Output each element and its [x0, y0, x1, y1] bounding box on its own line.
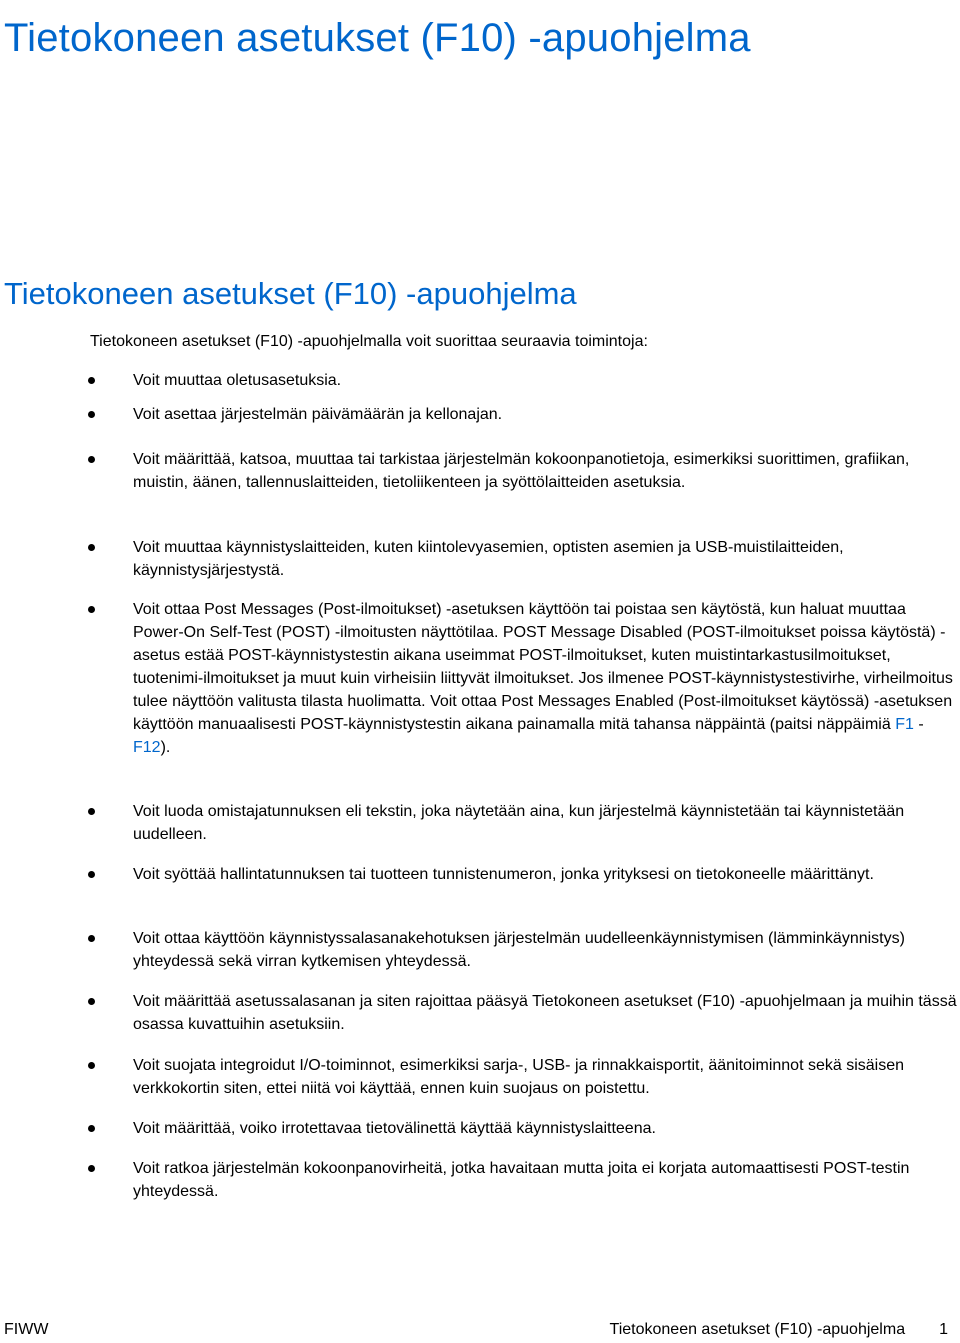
list-item [133, 927, 959, 973]
list-item-text: Voit muuttaa käynnistyslaitteiden, kuten kiintolevyasemien, optisten asemien ja USB-muistilaitteiden, käynnistysjärjestystä. [133, 539, 844, 579]
list-item-text: Voit asettaa järjestelmän päivämäärän ja kellonajan. [133, 406, 503, 423]
footer [610, 1320, 948, 1340]
intro-text: Tietokoneen asetukset (F10) -apuohjelmalla voit suorittaa seuraavia toimintoja: [90, 333, 648, 350]
list-item-text: Voit suojata integroidut I/O-toiminnot, esimerkiksi sarja-, USB- ja rinnakkaisportit, äänitoiminnot sekä sisäisen verkkokortin siten, ettei niitä voi käyttää, ennen kuin suojaus on poistettu. [133, 1057, 904, 1097]
bullet-icon [88, 871, 95, 878]
bullet-icon [88, 935, 95, 942]
bullet-icon [88, 1165, 95, 1172]
list-item [133, 1117, 959, 1140]
chapter-title: Tietokoneen asetukset (F10) -apuohjelma [4, 16, 751, 60]
list-item-text-end: ). [160, 739, 171, 756]
list-item-text: Voit määrittää asetussalasanan ja siten rajoittaa pääsyä Tietokoneen asetukset (F10) -apuohjelmaan ja muihin tässä osassa kuvattuihin asetuksiin. [133, 993, 957, 1033]
list-item [133, 536, 959, 582]
list-item [133, 990, 959, 1036]
list-item [133, 800, 959, 846]
footer-title: Tietokoneen asetukset (F10) -apuohjelma [609, 1321, 906, 1338]
list-item-text: Voit ottaa käyttöön käynnistyssalasanakehotuksen järjestelmän uudelleenkäynnistymisen (lämminkäynnistys) yhteydessä sekä virran kytkemisen yhteydessä. [133, 930, 905, 970]
key-f1-link[interactable]: F1 [895, 716, 914, 733]
list-item [133, 1157, 959, 1203]
bullet-icon [88, 411, 95, 418]
list-item-text: Voit määrittää, voiko irrotettavaa tietovälinettä käyttää käynnistyslaitteena. [133, 1120, 656, 1137]
bullet-icon [88, 377, 95, 384]
page-number: 1 [939, 1321, 948, 1338]
list-item-text: Voit luoda omistajatunnuksen eli tekstin, joka näytetään aina, kun järjestelmä käynnistetään tai käynnistetään uudelleen. [133, 803, 905, 843]
list-item [133, 448, 959, 494]
bullet-icon [88, 998, 95, 1005]
footer-locale: FIWW [4, 1321, 49, 1338]
list-item [133, 598, 959, 759]
bullet-icon [88, 1125, 95, 1132]
list-item-text: Voit syöttää hallintatunnuksen tai tuotteen tunnistenumeron, jonka yrityksesi on tietokoneelle määrittänyt. [133, 866, 874, 883]
bullet-icon [88, 456, 95, 463]
section-title: Tietokoneen asetukset (F10) -apuohjelma [4, 276, 577, 311]
list-item-text: Voit muuttaa oletusasetuksia. [133, 372, 342, 389]
list-item [133, 863, 959, 886]
list-item [133, 1054, 959, 1100]
bullet-icon [88, 606, 95, 613]
list-item-text: Voit ottaa Post Messages (Post-ilmoitukset) -asetuksen käyttöön tai poistaa sen käytöstä, kun haluat muuttaa Power-On Self-Test (POST) -ilmoitusten näyttötilaa. POST Message Disabled (POST-ilmoitukset poissa käytöstä) -asetus estää POST-käynnistystestin aikana useimmat POST-ilmoitukset, kuten muistintarkastusilmoitukset, tuotenimi-ilmoitukset ja muut kuin virheisiin liittyvät ilmoitukset. Jos ilmenee POST-käynnistystestivirhe, virheilmoitus tulee näyttöön valitusta tilasta huolimatta. Voit ottaa Post Messages Enabled (Post-ilmoitukset käytössä) -asetuksen käyttöön manuaalisesti POST-käynnistystestin aikana painamalla mitä tahansa näppäintä (paitsi näppäimiä [133, 601, 953, 733]
list-item-text: Voit ratkoa järjestelmän kokoonpanovirheitä, jotka havaitaan mutta joita ei korjata automaattisesti POST-testin yhteydessä. [133, 1160, 910, 1200]
bullet-icon [88, 1062, 95, 1069]
list-item-text: Voit määrittää, katsoa, muuttaa tai tarkistaa järjestelmän kokoonpanotietoja, esimerkiksi suorittimen, grafiikan, muistin, äänen, tallennuslaitteiden, tietoliikenteen ja syöttölaitteiden asetuksia. [133, 451, 910, 491]
list-item [133, 403, 959, 426]
bullet-icon [88, 808, 95, 815]
list-item [133, 369, 959, 392]
key-f12-link[interactable]: F12 [133, 739, 161, 756]
key-range-separator: - [913, 716, 924, 733]
bullet-icon [88, 544, 95, 551]
